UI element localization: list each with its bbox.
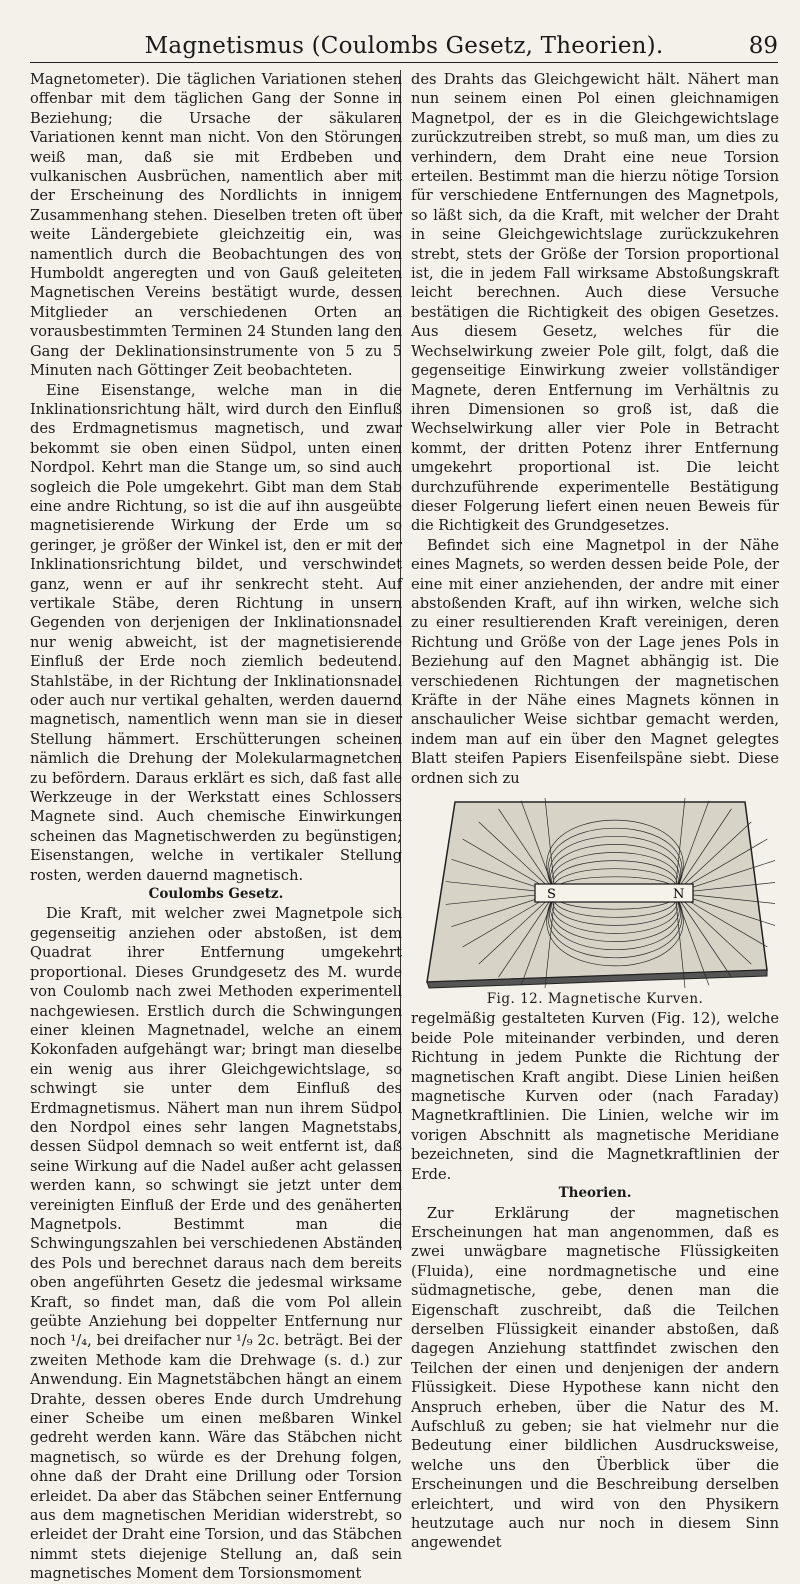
- page-number: 89: [748, 33, 778, 59]
- figure-magnetic-curves: [415, 794, 775, 990]
- section-heading: Coulombs Gesetz.: [148, 886, 284, 903]
- section-heading: Theorien.: [558, 1185, 632, 1202]
- pole-label-n: N: [673, 887, 685, 903]
- paragraph: Befindet sich eine Magnetpol in der Nähe eines Magnets, so werden dessen beide Pole, der eine mit einer anziehenden, der andre mit einer abstoßenden Kraft, auf ihn wirken, welche sich zu einer resultierenden Kraft vereinigen, deren Richtung und Größe von der Lage jenes Pols in Beziehung auf den Magnet abhängig ist. Die verschiedenen Richtungen der magnetischen Kräfte in der Nähe eines Magnets können in anschaulicher Weise sichtbar gemacht werden, indem man auf ein über den Magnet gelegtes Blatt steifen Papiers Eisenfeilspäne siebt. Diese ordnen sich zu: [411, 536, 779, 787]
- figure-caption: Fig. 12. Magnetische Kurven.: [486, 991, 704, 1008]
- paragraph: des Drahts das Gleichgewicht hält. Nähert man nun seinem einen Pol einen gleichnamigen Magnetpol, der es in die Gleichgewichtslage zurückzutreiben strebt, so muß man, um dies zu verhindern, dem Draht eine neue Torsion erteilen. Bestimmt man die hierzu nötige Torsion für verschiedene Entfernungen des Magnetpols, so läßt sich, da die Kraft, mit welcher der Draht in seine Gleichgewichtslage zurückzukehren strebt, stets der Größe der Torsion proportional ist, die in jedem Fall wirksame Abstoßungskraft leicht berechnen. Auch diese Versuche bestätigen die Richtigkeit des obigen Gesetzes. Aus diesem Gesetz, welches für die Wechselwirkung zweier Pole gilt, folgt, daß die gegenseitige Einwirkung zweier vollständiger Magnete, deren Entfernung im Verhältnis zu ihren Dimensionen so groß ist, daß die Wechselwirkung aller vier Pole in Betracht kommt, der dritten Potenz ihrer Entfernung umgekehrt proportional ist. Die leicht durchzuführende experimentelle Bestätigung dieser Folgerung liefert einen neuen Beweis für die Richtigkeit des Grundgesetzes.: [411, 71, 779, 535]
- paragraph: Eine Eisenstange, welche man in die Inklinationsrichtung hält, wird durch den Einfluß des Erdmagnetismus magnetisch, und zwar bekommt sie oben einen Südpol, unten einen Nordpol. Kehrt man die Stange um, so sind auch sogleich die Pole umgekehrt. Gibt man dem Stab eine andre Richtung, so ist die auf ihn ausgeübte magnetisierende Wirkung der Erde um so geringer, je größer der Winkel ist, den er mit der Inklinationsrichtung bildet, und verschwindet ganz, wenn er auf ihr senkrecht steht. Auf vertikale Stäbe, deren Richtung in unsern Gegenden von derjenigen der Inklinationsnadel nur wenig abweicht, ist der magnetisierende Einfluß der Erde noch ziemlich bedeutend. Stahlstäbe, in der Richtung der Inklinationsnadel oder auch nur vertikal gehalten, werden dauernd magnetisch, namentlich wenn man sie in dieser Stellung hämmert. Erschütterungen scheinen nämlich die Drehung der Molekularmagnetchen zu befördern. Daraus erklärt es sich, daß fast alle Werkzeuge in der Werkstatt eines Schlossers Magnete sind. Auch chemische Einwirkungen scheinen das Magnetischwerden zu begünstigen; Eisenstangen, welche in vertikaler Stellung rosten, werden dauernd magnetisch.: [30, 381, 402, 884]
- paragraph: Magnetometer). Die täglichen Variationen stehen offenbar mit dem täglichen Gang der Sonne in Beziehung; die Ursache der säkularen Variationen kennt man nicht. Von den Störungen weiß man, daß sie mit Erdbeben und vulkanischen Ausbrüchen, namentlich aber mit der Erscheinung des Nordlichts in innigem Zusammenhang stehen. Dieselben treten oft über weite Ländergebiete gleichzeitig ein, was namentlich durch die Beobachtungen des von Humboldt angeregten und von Gauß geleiteten Magnetischen Vereins bestätigt wurde, dessen Mitglieder an verschiedenen Orten an vorausbestimmten Terminen 24 Stunden lang den Gang der Deklinationsinstrumente von 5 zu 5 Minuten nach Göttinger Zeit beobachteten.: [30, 71, 402, 380]
- left-column: [30, 70, 402, 1584]
- bar-magnet: [535, 884, 693, 902]
- running-title: Magnetismus (Coulombs Gesetz, Theorien).: [144, 33, 664, 59]
- pole-label-s: S: [547, 887, 556, 903]
- page-header: [30, 28, 778, 63]
- paragraph: Die Kraft, mit welcher zwei Magnetpole sich gegenseitig anziehen oder abstoßen, ist dem Quadrat ihrer Entfernung umgekehrt proportional. Dieses Grundgesetz des M. wurde von Coulomb nach zwei Methoden experimentell nachgewiesen. Erstlich durch die Schwingungen einer kleinen Magnetnadel, welche an einem Kokonfaden aufgehängt war; bringt man dieselbe ein wenig aus ihrer Gleichgewichtslage, so schwingt sie unter dem Einfluß des Erdmagnetismus. Nähert man nun ihrem Südpol den Nordpol eines sehr langen Magnetstabs, dessen Südpol demnach so weit entfernt ist, daß seine Wirkung auf die Nadel außer acht gelassen werden kann, so schwingt sie jetzt unter dem vereinigten Einfluß der Erde und des genäherten Magnetpols. Bestimmt man die Schwingungszahlen bei verschiedenen Abständen des Pols und berechnet daraus nach dem bereits oben angeführten Gesetz die jedesmal wirksame Kraft, so findet man, daß die vom Pol allein geübte Anziehung bei doppelter Entfernung nur noch ¹/₄, bei dreifacher nur ¹/₉ 2c. beträgt. Bei der zweiten Methode kam die Drehwage (s. d.) zur Anwendung. Ein Magnetstäbchen hängt an einem Drahte, dessen oberes Ende durch Umdrehung einer Scheibe um einen meßbaren Winkel gedreht werden kann. Wäre das Stäbchen nicht magnetisch, so würde es der Drehung folgen, ohne daß der Draht eine Drillung oder Torsion erleidet. Da aber das Stäbchen seiner Entfernung aus dem magnetischen Meridian widerstrebt, so erleidet der Draht eine Torsion, und das Stäbchen nimmt stets diejenige Stellung an, daß sein magnetisches Moment dem Torsionsmoment: [30, 905, 402, 1583]
- paragraph: Zur Erklärung der magnetischen Erscheinungen hat man angenommen, daß es zwei unwägbare magnetische Flüssigkeiten (Fluida), eine nordmagnetische und eine südmagnetische, gebe, denen man die Eigenschaft zuschreibt, daß die Teilchen derselben Flüssigkeit einander abstoßen, daß dagegen Anziehung stattfindet zwischen den Teilchen der einen und denjenigen der andern Flüssigkeit. Diese Hypothese kann nicht den Anspruch erheben, über die Natur des M. Aufschluß zu geben; sie hat vielmehr nur die Bedeutung einer bildlichen Ausdrucksweise, welche uns den Überblick über die Erscheinungen und die Beschreibung derselben erleichtert, und wird von den Physikern heutzutage auch nur noch in diesem Sinn angewendet: [411, 1204, 779, 1552]
- right-column: [411, 70, 779, 1553]
- paragraph: regelmäßig gestalteten Kurven (Fig. 12), welche beide Pole miteinander verbinden, und deren Richtung in jedem Punkte die Richtung der magnetischen Kraft angibt. Diese Linien heißen magnetische Kurven oder (nach Faraday) Magnetkraftlinien. Die Linien, welche wir im vorigen Abschnitt als magnetische Meridiane bezeichneten, sind die Magnetkraftlinien der Erde.: [411, 1010, 779, 1183]
- magnetic-field-illustration: [415, 794, 775, 990]
